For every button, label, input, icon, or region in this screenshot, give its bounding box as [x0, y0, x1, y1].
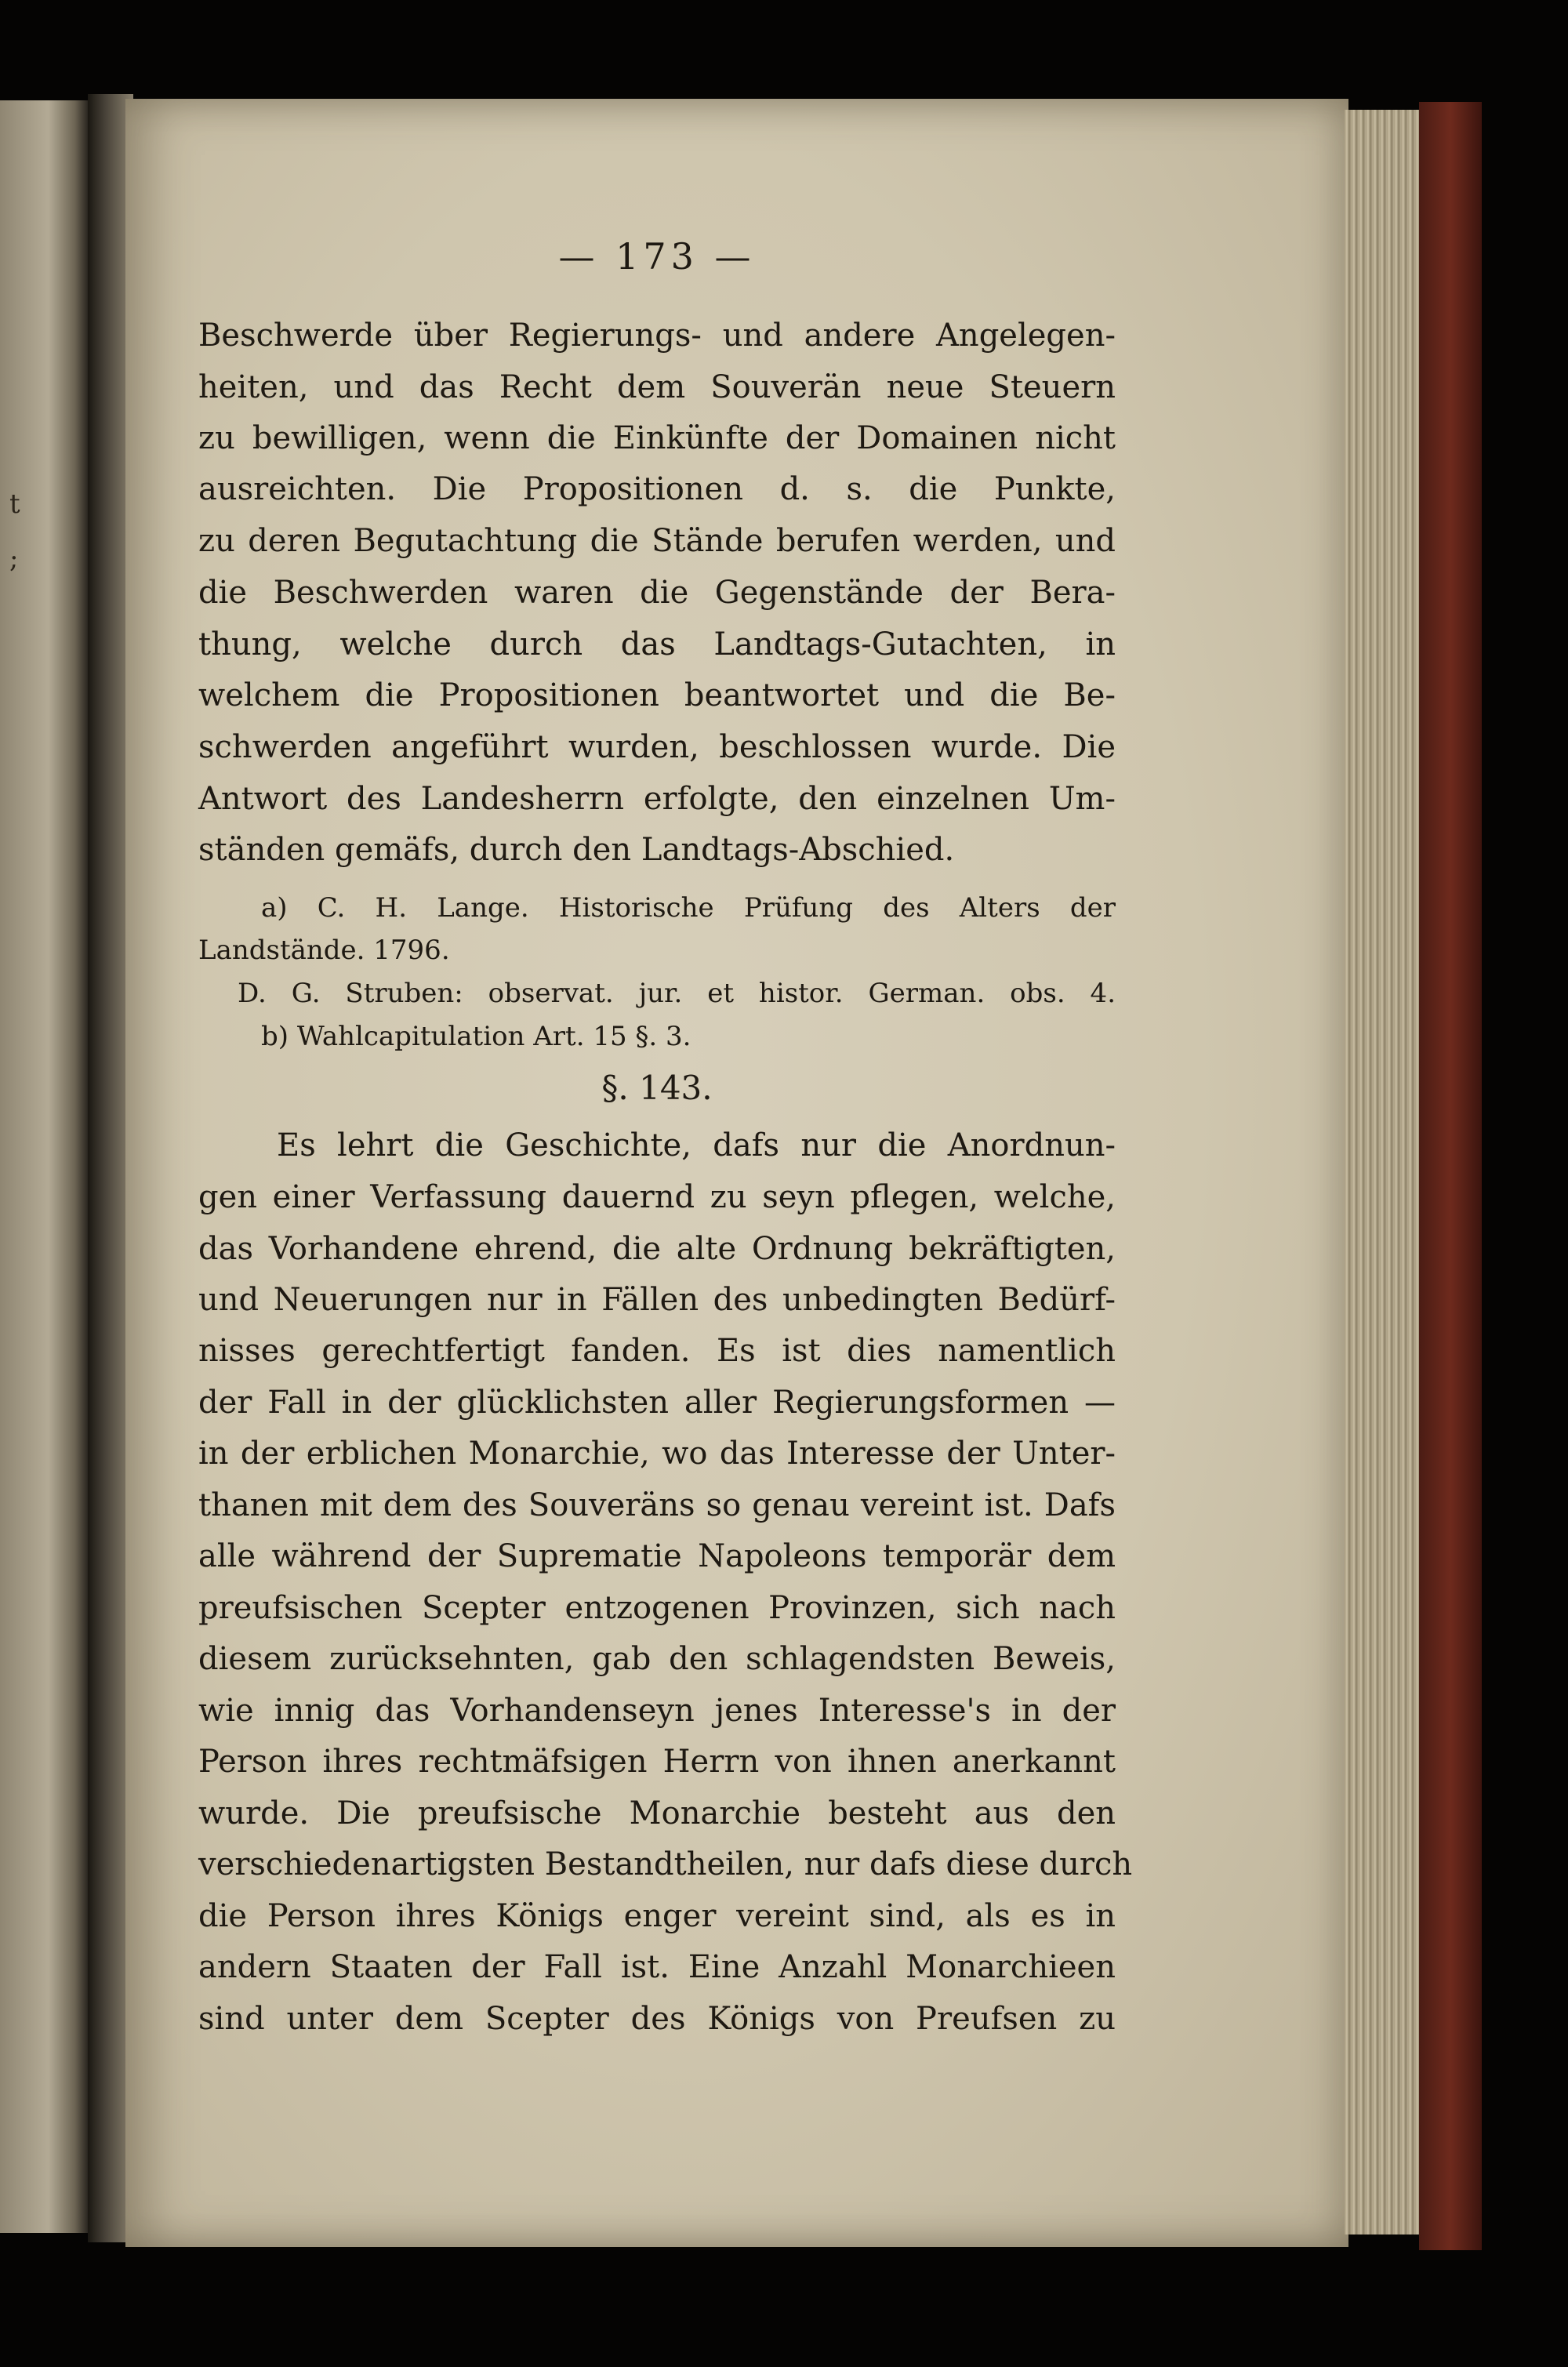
paragraph-1-line: Beschwerde über Regierungs- und andere Angelegen-	[198, 318, 1116, 354]
paragraph-2-line: alle während der Suprematie Napoleons temporär dem	[198, 1538, 1116, 1574]
paragraph-2-line: in der erblichen Monarchie, wo das Interesse der Unter-	[198, 1436, 1116, 1472]
paragraph-1-line: ständen gemäfs, durch den Landtags-Abschied.	[198, 832, 955, 868]
footnote-line: D. G. Struben: observat. jur. et histor. German. obs. 4.	[238, 978, 1116, 1009]
paragraph-1-line: die Beschwerden waren die Gegenstände der Bera-	[198, 575, 1116, 611]
paragraph-1-line: thung, welche durch das Landtags-Gutachten, in	[198, 626, 1116, 663]
footnote-line: b) Wahlcapitulation Art. 15 §. 3.	[261, 1021, 691, 1052]
paragraph-1-line: welchem die Propositionen beantwortet und die Be-	[198, 677, 1116, 713]
paragraph-2-line: preufsischen Scepter entzogenen Provinzen, sich nach	[198, 1590, 1116, 1626]
book-cover-edge	[1419, 102, 1482, 2250]
paragraph-2-line: diesem zurücksehnten, gab den schlagendsten Beweis,	[198, 1641, 1116, 1677]
paragraph-2-line: andern Staaten der Fall ist. Eine Anzahl Monarchieen	[198, 1949, 1116, 1985]
paragraph-2-line: das Vorhandene ehrend, die alte Ordnung bekräftigten,	[198, 1231, 1116, 1267]
paragraph-2-line: nisses gerechtfertigt fanden. Es ist dies namentlich	[198, 1333, 1116, 1369]
footnote-line: Landstände. 1796.	[198, 935, 450, 966]
paragraph-1-line: ausreichten. Die Propositionen d. s. die Punkte,	[198, 471, 1116, 507]
page-block-edges	[1345, 110, 1423, 2234]
left-page-edge	[0, 100, 88, 2233]
paragraph-2-line: der Fall in der glücklichsten aller Regierungsformen —	[198, 1385, 1116, 1421]
paragraph-2-line: die Person ihres Königs enger vereint sind, als es in	[198, 1898, 1116, 1934]
paragraph-1-line: zu bewilligen, wenn die Einkünfte der Domainen nicht	[198, 420, 1116, 456]
paragraph-2-line: sind unter dem Scepter des Königs von Preufsen zu	[198, 2001, 1116, 2037]
paragraph-2-line: thanen mit dem des Souveräns so genau vereint ist. Dafs	[198, 1487, 1116, 1523]
page-number: — 173 —	[558, 235, 756, 278]
footnote-line: a) C. H. Lange. Historische Prüfung des Alters der	[261, 892, 1116, 924]
paragraph-2-line: verschiedenartigsten Bestandtheilen, nur dafs diese durch	[198, 1846, 1133, 1882]
paragraph-2-line: und Neuerungen nur in Fällen des unbedingten Bedürf-	[198, 1282, 1116, 1318]
paragraph-1-line: heiten, und das Recht dem Souverän neue Steuern	[198, 369, 1116, 405]
paragraph-2-line: Es lehrt die Geschichte, dafs nur die Anordnun-	[277, 1127, 1116, 1164]
paragraph-1-line: zu deren Begutachtung die Stände berufen werden, und	[198, 523, 1116, 559]
paragraph-1-line: schwerden angeführt wurden, beschlossen wurde. Die	[198, 729, 1116, 765]
section-heading: §. 143.	[601, 1069, 713, 1107]
left-page-fragment: ;	[9, 543, 19, 575]
left-page-text-fragments	[9, 477, 20, 586]
paragraph-1-line: Antwort des Landesherrn erfolgte, den einzelnen Um-	[198, 781, 1116, 817]
paragraph-2-line: Person ihres rechtmäfsigen Herrn von ihnen anerkannt	[198, 1744, 1116, 1780]
paragraph-2-line: wie innig das Vorhandenseyn jenes Interesse's in der	[198, 1693, 1116, 1729]
paragraph-2-line: wurde. Die preufsische Monarchie besteht aus den	[198, 1795, 1116, 1832]
left-page-fragment: t	[9, 488, 20, 520]
paragraph-2-line: gen einer Verfassung dauernd zu seyn pflegen, welche,	[198, 1179, 1116, 1215]
